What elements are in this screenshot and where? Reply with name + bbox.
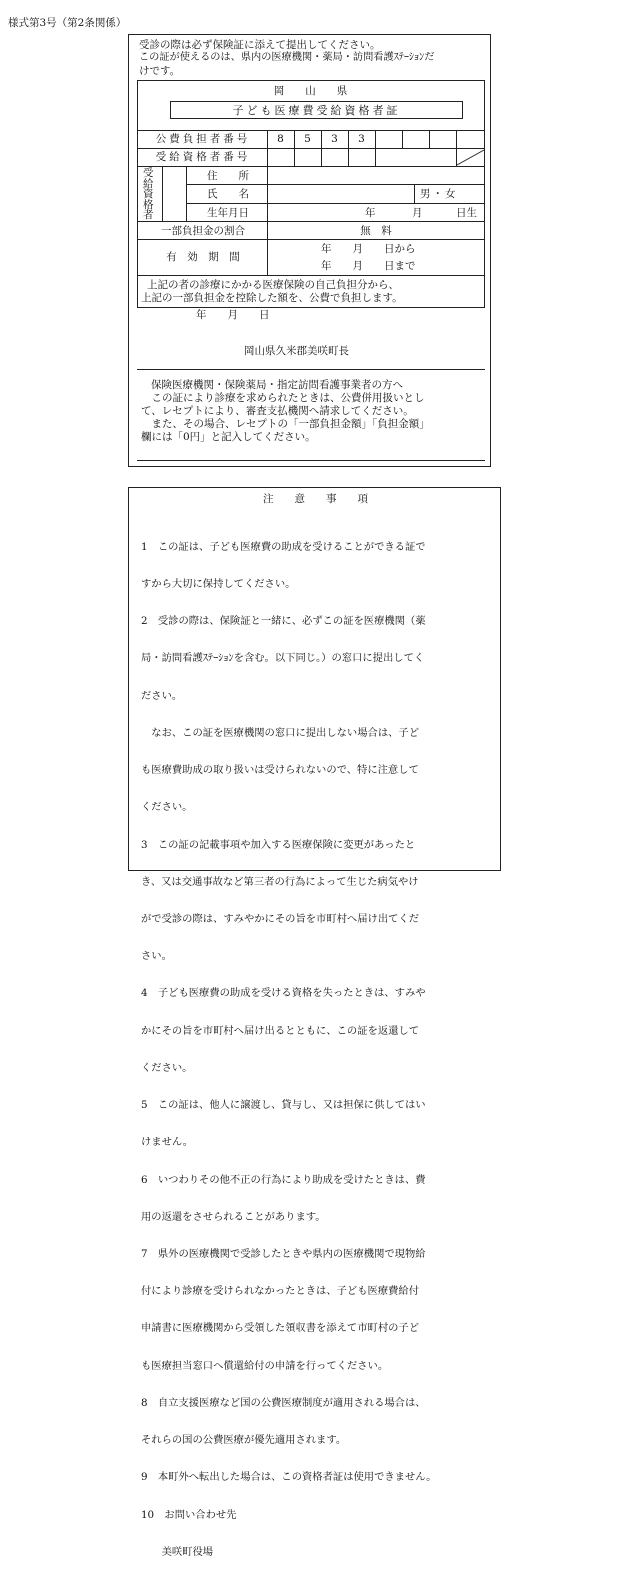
instruction-line-1: 受診の際は必ず保険証に添えて提出してください。 xyxy=(139,39,381,51)
notes-card xyxy=(128,487,501,1558)
instruction-line-3: けです。 xyxy=(139,65,181,77)
copay-value: 無 料 xyxy=(360,225,392,237)
note-line: 3 この証の記載事項や加入する医療保険に変更があったと xyxy=(141,838,416,851)
issuer-name: 岡山県久米郡美咲町長 xyxy=(244,345,349,357)
note-line: がで受診の際は、すみやかにその旨を市町村へ届け出てくだ xyxy=(141,913,420,925)
recipient-number-label: 受給資格者番号 xyxy=(155,151,251,163)
note-line: 用の返還をさせられることがあります。 xyxy=(141,1210,326,1223)
certificate-card xyxy=(128,34,491,467)
birth-day: 日生 xyxy=(456,207,477,219)
payer-digit: 8 xyxy=(277,133,284,145)
certificate-title: 子ども医療費受給資格者証 xyxy=(232,104,401,117)
issue-date: 年 月 日 xyxy=(196,309,270,321)
form-number: 様式第3号（第2条関係） xyxy=(8,17,127,29)
notice-line-2: て、レセプトにより、審査支払機関へ請求してください。 xyxy=(141,405,414,417)
note-line: それらの国の公費医療が優先適用されます。 xyxy=(141,1434,347,1447)
gender-options: 男・女 xyxy=(420,188,458,200)
slash-mark xyxy=(456,148,485,166)
recipient-vertical-label: 受給資格者 xyxy=(143,167,154,222)
note-line: 美咲町役場 xyxy=(141,1545,214,1558)
valid-from: 年 月 日から xyxy=(321,243,416,255)
note-line: さい。 xyxy=(141,950,172,963)
payer-digit: 5 xyxy=(304,133,311,145)
address-label: 住 所 xyxy=(207,170,249,182)
name-label: 氏 名 xyxy=(207,188,249,200)
notice-heading: 保険医療機関・保険薬局・指定訪問看護事業者の方へ xyxy=(151,379,403,391)
prefecture-name: 岡 山 県 xyxy=(273,85,348,97)
statement-line-1: 上記の者の診療にかかる医療保険の自己負担分から、 xyxy=(147,279,399,291)
payer-number-label: 公費負担者番号 xyxy=(155,133,251,145)
note-line: き、又は交通事故など第三者の行為によって生じた病気やけ xyxy=(141,875,419,888)
note-line: も医療担当窓口へ償還給付の申請を行ってください。 xyxy=(141,1359,389,1372)
notes-heading: 注 意 事 項 xyxy=(263,493,368,505)
note-line: 1 この証は、子ども医療費の助成を受けることができる証で xyxy=(141,540,426,553)
note-line: 2 受診の際は、保険証と一緒に、必ずこの証を医療機関（薬 xyxy=(141,615,426,628)
note-line: 10 お問い合わせ先 xyxy=(141,1508,237,1521)
note-line: すから大切に保持してください。 xyxy=(141,578,296,591)
notes-body xyxy=(141,516,436,1583)
note-line: 7 県外の医療機関で受診したときや県内の医療機関で現物給 xyxy=(141,1247,426,1260)
note-line: かにその旨を市町村へ届け出るとともに、この証を返還して xyxy=(141,1024,420,1037)
note-line: 6 いつわりその他不正の行為により助成を受けたときは、費 xyxy=(141,1173,426,1186)
note-line: 局・訪問看護ｽﾃｰｼｮﾝを含む。以下同じ。）の窓口に提出してく xyxy=(141,652,425,665)
copay-label: 一部負担金の割合 xyxy=(161,225,245,237)
note-line: 9 本町外へ転出した場合は、この資格者証は使用できません。 xyxy=(141,1471,437,1484)
payer-digit: 3 xyxy=(358,133,365,145)
note-line: ください。 xyxy=(141,801,193,814)
statement-line-2: 上記の一部負担金を控除した額を、公費で負担します。 xyxy=(141,292,403,304)
note-line: なお、この証を医療機関の窓口に提出しない場合は、子ど xyxy=(141,726,420,739)
note-line: 8 自立支援医療など国の公費医療制度が適用される場合は、 xyxy=(141,1396,426,1409)
note-line: 申請書に医療機関から受領した領収書を添えて市町村の子ど xyxy=(141,1322,420,1335)
note-line: けません。 xyxy=(141,1136,194,1149)
birthdate-label: 生年月日 xyxy=(207,207,249,219)
note-line: 5 この証は、他人に譲渡し、貸与し、又は担保に供してはい xyxy=(141,1099,426,1112)
validity-label: 有 効 期 間 xyxy=(166,251,240,263)
notice-line-1: この証により診療を求められたときは、公費併用扱いとし xyxy=(141,392,425,404)
birth-year: 年 xyxy=(365,207,376,219)
payer-digit: 3 xyxy=(331,133,338,145)
notice-line-4: 欄には「0円」と記入してください。 xyxy=(141,431,316,443)
note-line: ださい。 xyxy=(141,689,183,702)
note-line: ください。 xyxy=(141,1061,193,1074)
note-line: も医療費助成の取り扱いは受けられないので、特に注意して xyxy=(141,764,419,777)
valid-to: 年 月 日まで xyxy=(321,260,416,272)
instruction-line-2: この証が使えるのは、県内の医療機関・薬局・訪問看護ｽﾃｰｼｮﾝだ xyxy=(139,52,435,63)
birth-month: 月 xyxy=(412,207,423,219)
notice-line-3: また、その場合、レセプトの「一部負担金額」「負担金額」 xyxy=(141,418,430,430)
note-line: 付により診療を受けられなかったときは、子ども医療費給付 xyxy=(141,1285,420,1298)
note-line: 4 子ども医療費の助成を受ける資格を失ったときは、すみや xyxy=(141,987,426,1000)
